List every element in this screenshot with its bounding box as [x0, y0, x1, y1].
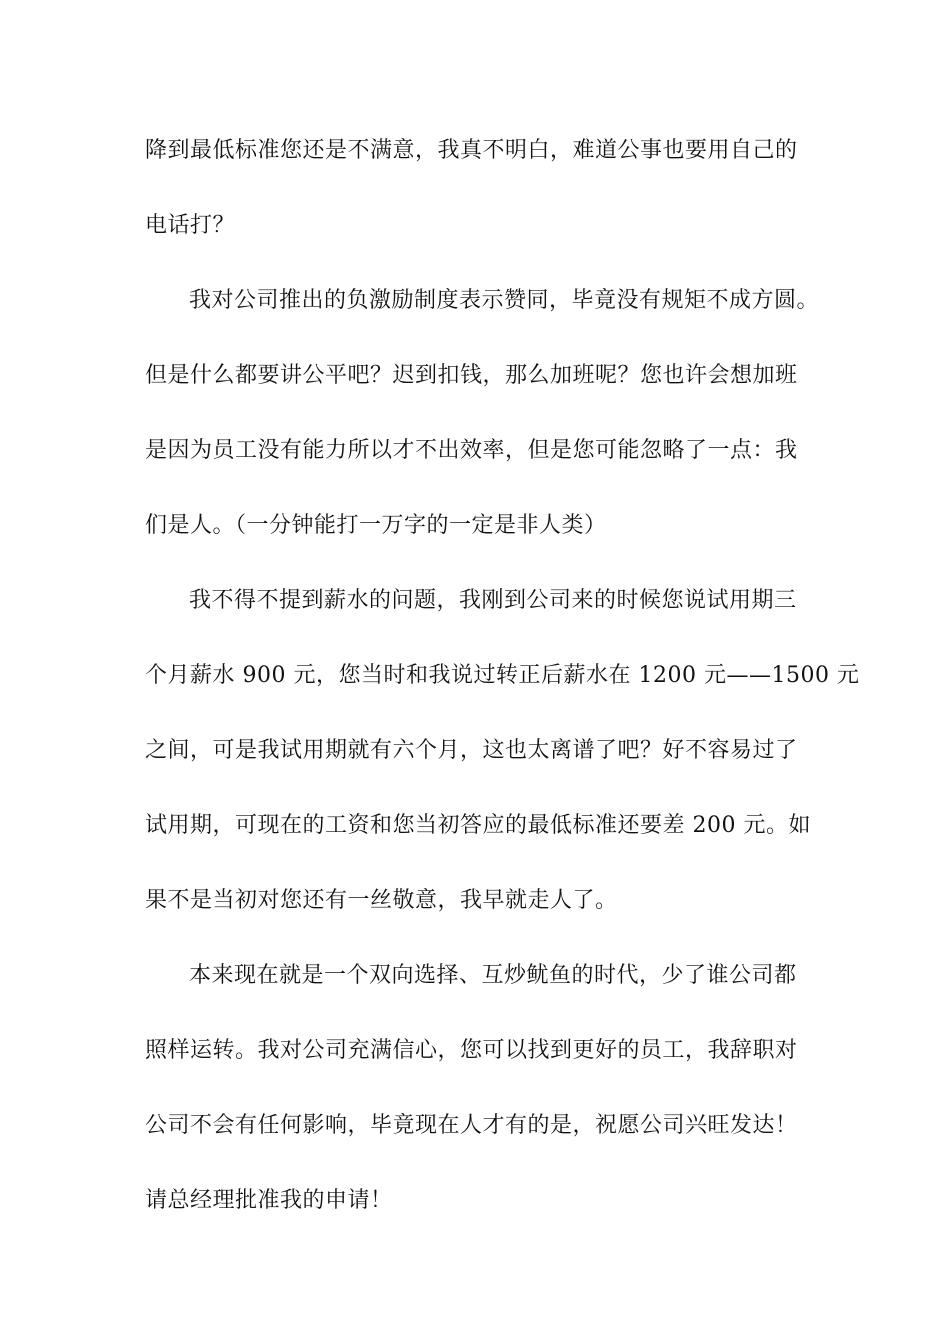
paragraph-start-line: 本来现在就是一个双向选择、互炒鱿鱼的时代，少了谁公司都	[189, 963, 797, 988]
text-line: 果不是当初对您还有一丝敬意，我早就走人了。	[145, 888, 618, 913]
paragraph-start-line: 我对公司推出的负激励制度表示赞同，毕竟没有规矩不成方圆。	[189, 288, 820, 313]
text-line: 之间，可是我试用期就有六个月，这也太离谱了吧？好不容易过了	[145, 738, 798, 763]
text-line: 但是什么都要讲公平吧？迟到扣钱，那么加班呢？您也许会想加班	[145, 363, 798, 388]
letter-body	[145, 122, 860, 1247]
text-line: 试用期，可现在的工资和您当初答应的最低标准还要差 200 元。如	[145, 813, 811, 838]
text-line: 降到最低标准您还是不满意，我真不明白，难道公事也要用自己的	[145, 138, 798, 163]
text-line: 公司不会有任何影响，毕竟现在人才有的是，祝愿公司兴旺发达！	[145, 1113, 798, 1138]
text-line: 们是人。（一分钟能打一万字的一定是非人类）	[145, 513, 607, 538]
text-line: 请总经理批准我的申请！	[145, 1188, 393, 1213]
paragraph-start-line: 我不得不提到薪水的问题，我刚到公司来的时候您说试用期三	[189, 588, 797, 613]
text-line: 个月薪水 900 元，您当时和我说过转正后薪水在 1200 元——1500 元	[145, 663, 860, 688]
text-line: 照样运转。我对公司充满信心，您可以找到更好的员工，我辞职对	[145, 1038, 798, 1063]
text-line: 是因为员工没有能力所以才不出效率，但是您可能忽略了一点：我	[145, 438, 798, 463]
text-line: 电话打？	[145, 213, 236, 238]
